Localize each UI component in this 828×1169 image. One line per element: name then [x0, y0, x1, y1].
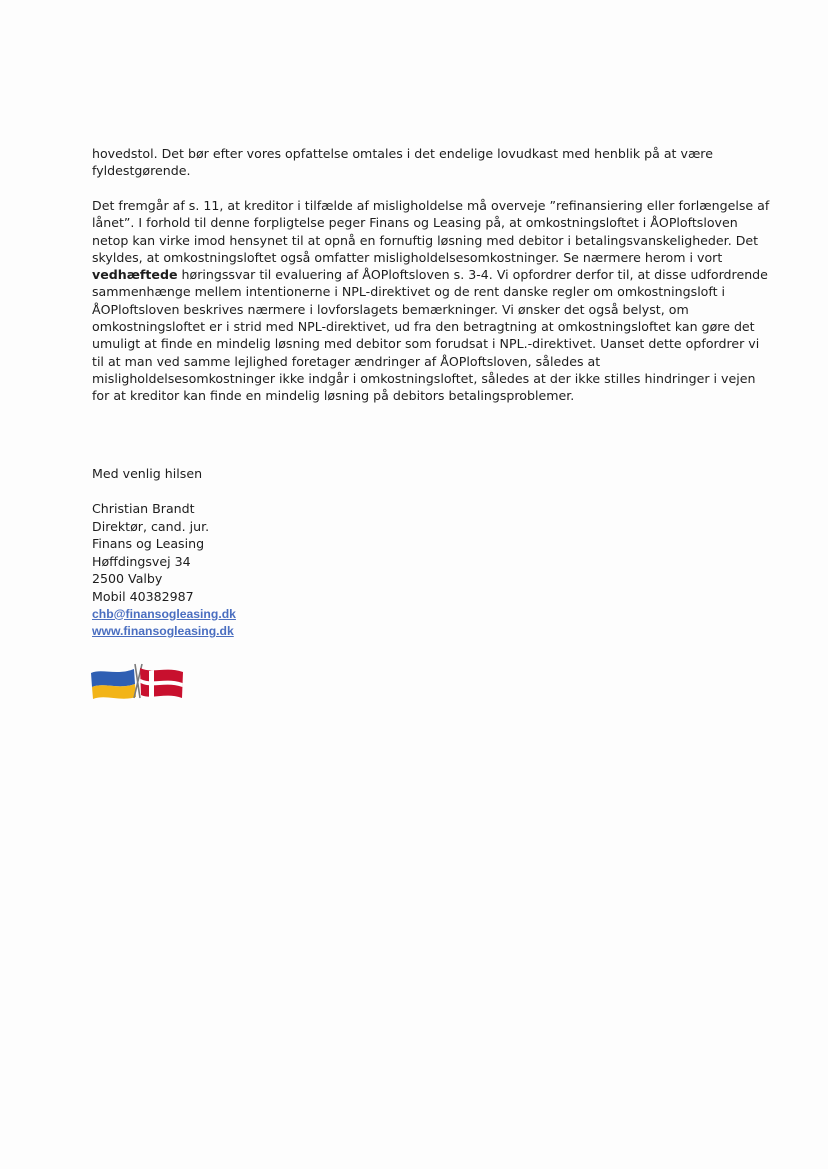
denmark-flag-cross-v [149, 670, 154, 698]
closing-greeting: Med venlig hilsen [92, 466, 203, 481]
paragraph-2-line: omkostningsloftet er i strid med NPL-direktivet, ud fra den betragtning at omkostningsloftet kan gøre det [92, 319, 755, 335]
paragraph-2-line-rest: høringssvar til evaluering af ÅOPloftsloven s. 3-4. Vi opfordrer derfor til, at disse udfordrende [177, 267, 768, 283]
paragraph-2-line: til at man ved samme lejlighed foretager ændringer af ÅOPloftsloven, således at [92, 353, 601, 369]
signature-block [92, 500, 236, 641]
signer-title: Direktør, cand. jur. [92, 518, 210, 534]
paragraph-2-line: lånet”. I forhold til denne forpligtelse peger Finans og Leasing på, at omkostningsloftet i ÅOPloftsloven [92, 215, 738, 231]
ukraine-flag-yellow [92, 684, 136, 699]
paragraph-2-line: for at kreditor kan finde en mindelig løsning på debitors betalingsproblemer. [92, 388, 575, 404]
paragraph-2-line: netop kan virke imod hensynet til at opnå en fornuftig løsning med debitor i betalingsvanskeligheder. Det [92, 232, 759, 248]
paragraph-1-line: fyldestgørende. [92, 163, 191, 179]
organization-name: Finans og Leasing [92, 536, 205, 552]
paragraph-2-line: Det fremgår af s. 11, at kreditor i tilfælde af misligholdelse må overveje ”refinansiering eller forlængelse af [92, 198, 770, 213]
ukraine-denmark-flags-icon [90, 660, 186, 702]
paragraph-1-line: hovedstol. Det bør efter vores opfattelse omtales i det endelige lovudkast med henblik på at være [92, 146, 713, 161]
paragraph-2-line: misligholdelsesomkostninger ikke indgår i omkostningsloftet, således at der ikke stilles hindringer i vejen [92, 370, 756, 386]
phone-number: Mobil 40382987 [92, 588, 194, 604]
paragraph-2-line: ÅOPloftsloven beskrives nærmere i lovforslagets bemærkninger. Vi ønsker det også belyst, om [92, 301, 689, 317]
bold-word-vedhaeftede: vedhæftede [92, 267, 178, 283]
paragraph-2-line [92, 266, 812, 283]
postal-city: 2500 Valby [92, 571, 163, 587]
ukraine-flag-blue [91, 669, 135, 687]
paragraph-2 [92, 197, 812, 405]
paragraph-1 [92, 145, 792, 180]
email-link[interactable]: chb@finansogleasing.dk [92, 606, 236, 621]
paragraph-2-line: umuligt at finde en mindelig løsning med debitor som forudsat i NPL.-direktivet. Uanset dette opfordrer vi [92, 336, 760, 352]
street-address: Høffdingsvej 34 [92, 553, 191, 569]
signer-name: Christian Brandt [92, 501, 195, 516]
paragraph-2-line: sammenhænge mellem intentionerne i NPL-direktivet og de rent danske regler om omkostningsloft i [92, 284, 726, 300]
paragraph-2-line: skyldes, at omkostningsloftet også omfatter misligholdelsesomkostninger. Se nærmere herom i vort [92, 249, 723, 265]
website-link[interactable]: www.finansogleasing.dk [92, 624, 234, 639]
